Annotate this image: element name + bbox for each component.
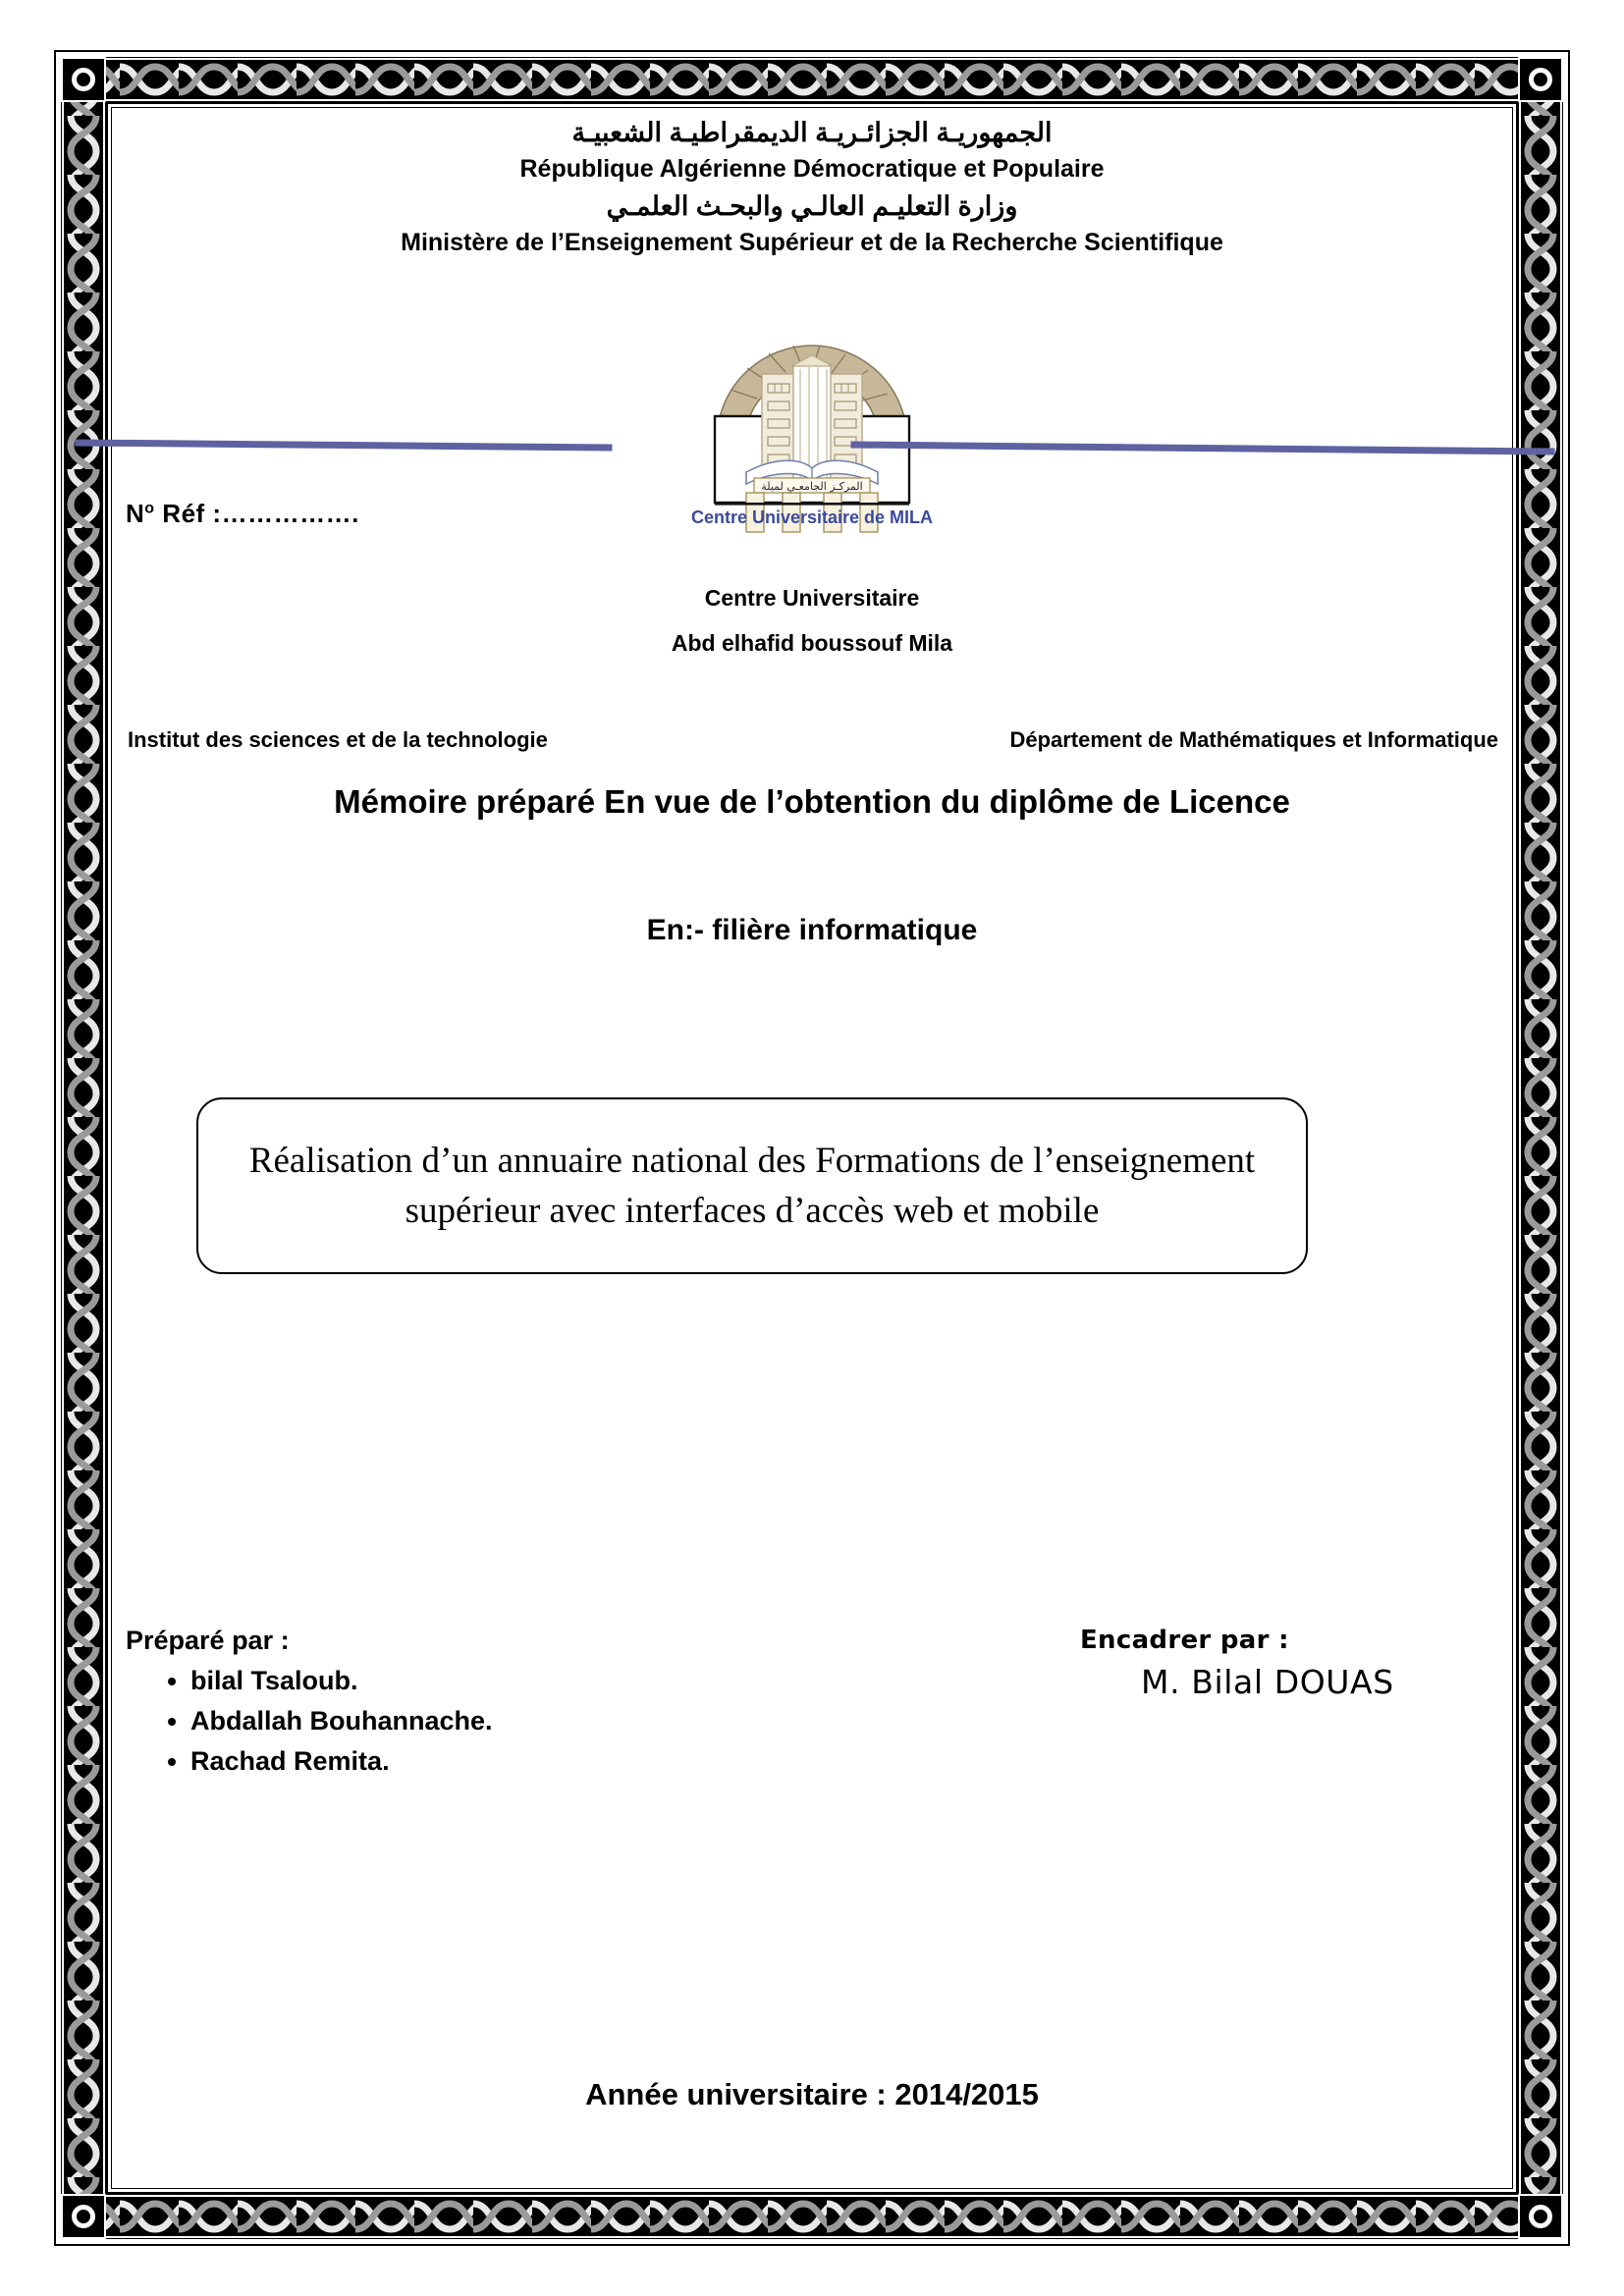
institute-name: Institut des sciences et de la technologie — [128, 727, 548, 752]
degree-superscript: o — [144, 500, 155, 517]
degree-field: En:- filière informatique — [646, 914, 978, 946]
supervisor-name: M. Bilal DOUAS — [1141, 1663, 1394, 1701]
republic-arabic-line: الجمهوريـة الجزائـريـة الديمقراطيـة الشعبيـة — [571, 118, 1053, 147]
institution-block — [118, 575, 1506, 666]
logo-arabic-band: المركـز الجامعـي لميلة — [761, 480, 863, 493]
degree-statement: Mémoire préparé En vue de l’obtention du diplôme de Licence — [334, 783, 1290, 820]
ministry-header-block — [118, 114, 1506, 260]
list-item: • bilal Tsaloub. — [190, 1666, 493, 1696]
corner-ornament-top-left — [61, 57, 106, 102]
ring-icon — [1529, 2205, 1552, 2228]
ornamental-border-top — [61, 57, 1563, 102]
thesis-title: Réalisation d’un annuaire national des Formations de l’enseignement supérieur avec interfaces d’accès web et mobile — [248, 1140, 1256, 1231]
decorative-rule — [79, 436, 1551, 455]
ring-icon — [72, 68, 95, 91]
corner-ornament-top-right — [1518, 57, 1563, 102]
institution-line-1: Centre Universitaire — [704, 585, 920, 611]
ministry-arabic-line: وزارة التعليـم العالـي والبحـث العلمـي — [606, 190, 1018, 221]
republic-french-line: République Algérienne Démocratique et Populaire — [519, 155, 1105, 184]
academic-year: Année universitaire : 2014/2015 — [585, 2077, 1039, 2111]
reference-value: Réf :……………. — [154, 499, 359, 528]
ornamental-border-right — [1518, 57, 1563, 2239]
authors-block — [126, 1626, 493, 1787]
corner-ornament-bottom-left — [61, 2194, 106, 2239]
list-item: • Rachad Remita. — [190, 1746, 493, 1777]
ring-icon — [1529, 68, 1552, 91]
logo-caption: Centre Universitaire de MILA — [690, 507, 934, 527]
cover-content — [118, 114, 1506, 2182]
corner-ornament-bottom-right — [1518, 2194, 1563, 2239]
reference-label: N — [126, 499, 145, 528]
units-row — [118, 727, 1506, 753]
ministry-french-line: Ministère de l’Enseignement Supérieur et de la Recherche Scientifique — [401, 228, 1223, 256]
list-item: • Abdallah Bouhannache. — [190, 1706, 493, 1736]
supervisor-label: Encadrer par : — [1080, 1626, 1289, 1655]
ring-icon — [72, 2205, 95, 2228]
department-name: Département de Mathématiques et Informatique — [1009, 727, 1498, 752]
ornamental-border-left — [61, 57, 106, 2239]
authors-list — [126, 1666, 493, 1777]
authors-label: Préparé par : — [126, 1626, 290, 1655]
reference-number — [126, 499, 359, 529]
institution-line-2: Abd elhafid boussouf Mila — [671, 630, 953, 656]
ornamental-border-bottom — [61, 2194, 1563, 2239]
thesis-title-box — [196, 1097, 1308, 1274]
supervisor-block — [1080, 1626, 1492, 1701]
